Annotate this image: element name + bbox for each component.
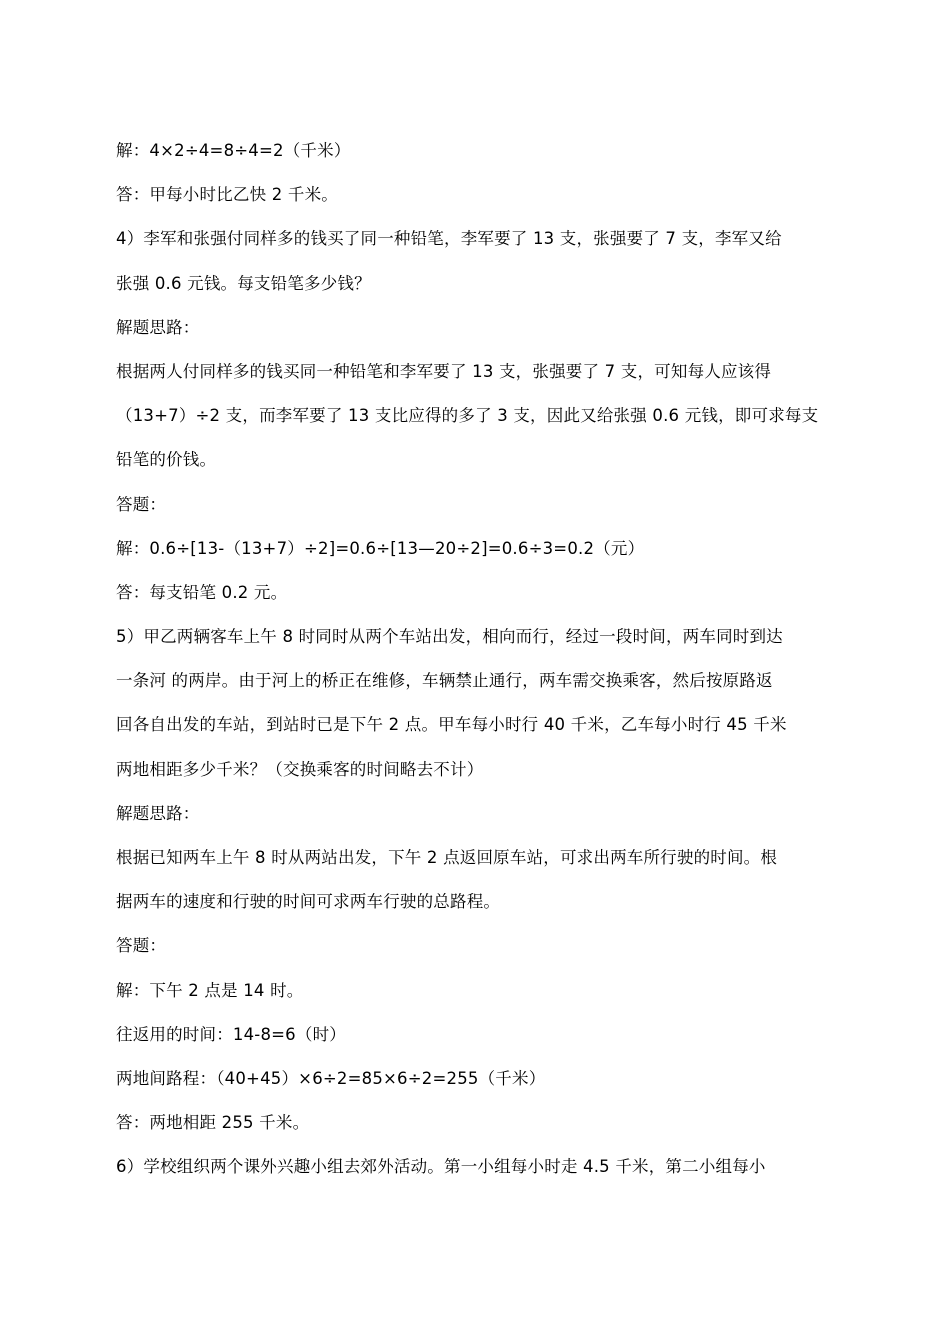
text-line: 答：甲每小时比乙快 2 千米。	[116, 185, 338, 205]
text-line: 解：0.6÷[13-（13+7）÷2]=0.6÷[13—20÷2]=0.6÷3=0.2（元）	[116, 538, 645, 558]
text-line: 回各自出发的车站，到站时已是下午 2 点。甲车每小时行 40 千米，乙车每小时行 45 千米	[116, 715, 787, 735]
text-line: 6）学校组织两个课外兴趣小组去郊外活动。第一小组每小时走 4.5 千米，第二小组每小	[116, 1157, 766, 1177]
text-line: 张强 0.6 元钱。每支铅笔多少钱？	[116, 273, 371, 293]
text-line: 一条河 的两岸。由于河上的桥正在维修，车辆禁止通行，两车需交换乘客，然后按原路返	[116, 671, 773, 691]
text-line: 答题：	[116, 494, 167, 514]
text-line: 解：下午 2 点是 14 时。	[116, 980, 304, 1000]
text-line: 两地相距多少千米？（交换乘客的时间略去不计）	[116, 759, 484, 779]
text-line: 解：4×2÷4=8÷4=2（千米）	[116, 141, 351, 160]
text-line: 根据已知两车上午 8 时从两站出发，下午 2 点返回原车站，可求出两车所行驶的时间。根	[116, 848, 778, 867]
text-line: 根据两人付同样多的钱买同一种铅笔和李军要了 13 支，张强要了 7 支，可知每人应该得	[116, 361, 772, 381]
text-line: 据两车的速度和行驶的时间可求两车行驶的总路程。	[116, 892, 501, 912]
text-line: 4）李军和张强付同样多的钱买了同一种铅笔，李军要了 13 支，张强要了 7 支，李军又给	[116, 229, 782, 249]
text-line: 两地间路程：（40+45）×6÷2=85×6÷2=255（千米）	[116, 1068, 546, 1088]
text-line: （13+7）÷2 支，而李军要了 13 支比应得的多了 3 支，因此又给张强 0.6 元钱，即可求每支	[116, 406, 819, 426]
text-line: 往返用的时间：14-8=6（时）	[116, 1024, 346, 1044]
document-body	[116, 140, 840, 1201]
text-line: 5）甲乙两辆客车上午 8 时同时从两个车站出发，相向而行，经过一段时间，两车同时到达	[116, 627, 783, 647]
text-line: 答：两地相距 255 千米。	[116, 1113, 310, 1133]
text-line: 解题思路：	[116, 317, 200, 337]
text-line: 答：每支铅笔 0.2 元。	[116, 582, 288, 602]
text-line: 解题思路：	[116, 803, 200, 823]
text-line: 铅笔的价钱。	[116, 450, 217, 470]
text-line: 答题：	[116, 936, 167, 956]
